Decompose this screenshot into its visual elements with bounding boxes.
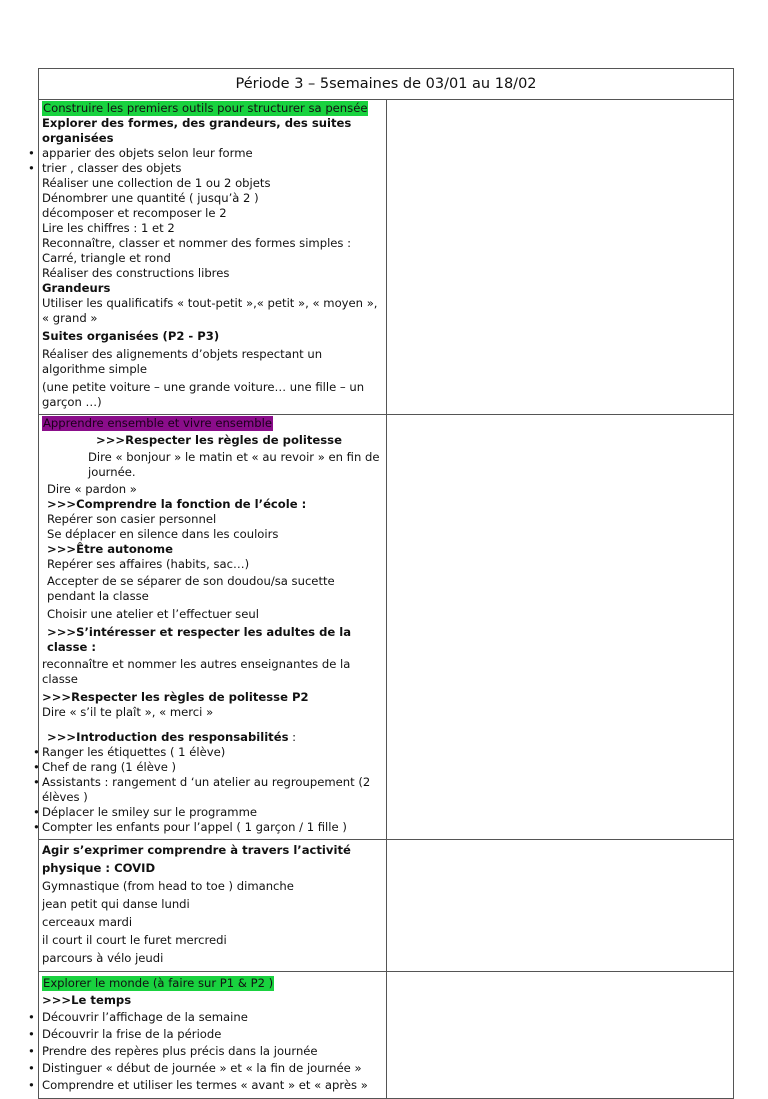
section-activite-physique xyxy=(39,840,734,972)
text-line: il court il court le furet mercredi xyxy=(42,933,227,947)
section-heading: Apprendre ensemble et vivre ensemble xyxy=(43,416,272,430)
text-line: cerceaux mardi xyxy=(42,915,133,929)
bullet-list xyxy=(42,146,383,176)
section-vivre-ensemble xyxy=(39,415,734,840)
colon: : xyxy=(288,730,297,744)
section-structurer-content xyxy=(39,100,387,415)
list-item: • Distinguer « début de journée » et « la fin de journée » xyxy=(42,1060,383,1077)
notes-cell xyxy=(386,415,734,840)
subheading: >>>Le temps xyxy=(42,993,132,1007)
list-item: • Compter les enfants pour l’appel ( 1 garçon / 1 fille ) xyxy=(42,820,383,835)
subheading: >>>Être autonome xyxy=(47,542,173,556)
text-line: Utiliser les qualificatifs « tout-petit »,« petit », « moyen », « grand » xyxy=(42,296,378,325)
text-line: parcours à vélo jeudi xyxy=(42,951,164,965)
section-vivre-ensemble-content xyxy=(39,415,387,840)
text-line: Choisir une atelier et l’effectuer seul xyxy=(47,607,259,621)
list-item: • Découvrir l’affichage de la semaine xyxy=(42,1009,383,1026)
text-line: Repérer ses affaires (habits, sac…) xyxy=(47,557,250,571)
list-item: • Déplacer le smiley sur le programme xyxy=(42,805,383,820)
text-line: Accepter de se séparer de son doudou/sa sucette pendant la classe xyxy=(47,574,335,603)
text-line: Dire « bonjour » le matin et « au revoir » en fin de journée. xyxy=(88,450,380,479)
notes-cell xyxy=(386,972,734,1099)
bullet-list xyxy=(42,1009,383,1094)
section-structurer xyxy=(39,100,734,415)
text-line: Dire « s’il te plaît », « merci » xyxy=(42,705,214,719)
subheading: >>>Comprendre la fonction de l’école : xyxy=(47,497,307,511)
list-item: • Assistants : rangement d ‘un atelier au regroupement (2 élèves ) xyxy=(42,775,383,805)
subheading: Explorer des formes, des grandeurs, des suites organisées xyxy=(42,116,352,145)
list-item: • trier , classer des objets xyxy=(42,161,383,176)
text-line: décomposer et recomposer le 2 xyxy=(42,206,227,220)
subheading: >>>S’intéresser et respecter les adultes de la classe : xyxy=(47,625,352,654)
text-line: Réaliser des constructions libres xyxy=(42,266,230,280)
title-row xyxy=(39,69,734,100)
section-explorer-monde xyxy=(39,972,734,1099)
subheading: >>>Respecter les règles de politesse P2 xyxy=(42,690,309,704)
text-line: Reconnaître, classer et nommer des formes simples : Carré, triangle et rond xyxy=(42,236,352,265)
text-line: Dénombrer une quantité ( jusqu’à 2 ) xyxy=(42,191,259,205)
list-item: • apparier des objets selon leur forme xyxy=(42,146,383,161)
section-heading: Construire les premiers outils pour structurer sa pensée xyxy=(43,101,368,115)
text-line: jean petit qui danse lundi xyxy=(42,897,190,911)
section-heading: Explorer le monde (à faire sur P1 & P2 ) xyxy=(43,976,274,990)
text-line: reconnaître et nommer les autres enseignantes de la classe xyxy=(42,657,351,686)
text-line: Repérer son casier personnel xyxy=(47,512,217,526)
section-heading: Agir s’exprimer comprendre à travers l’activité physique : COVID xyxy=(42,843,351,875)
subheading: >>>Respecter les règles de politesse xyxy=(96,433,342,447)
subheading-responsabilites xyxy=(42,730,383,745)
text-line: Réaliser des alignements d’objets respectant un algorithme simple xyxy=(42,347,323,376)
list-item: • Ranger les étiquettes ( 1 élève) xyxy=(42,745,383,760)
subheading-suites: Suites organisées (P2 - P3) xyxy=(42,329,220,343)
list-item: • Prendre des repères plus précis dans la journée xyxy=(42,1043,383,1060)
text-line: Gymnastique (from head to toe ) dimanche xyxy=(42,879,294,893)
text-line: Dire « pardon » xyxy=(47,482,137,496)
notes-cell xyxy=(386,100,734,415)
notes-cell xyxy=(386,840,734,972)
subheading-grandeurs: Grandeurs xyxy=(42,281,111,295)
list-item: • Comprendre et utiliser les termes « avant » et « après » xyxy=(42,1077,383,1094)
subheading: >>>Introduction des responsabilités xyxy=(47,730,289,744)
section-explorer-monde-content xyxy=(39,972,387,1099)
document-page xyxy=(38,68,734,1099)
list-item: • Découvrir la frise de la période xyxy=(42,1026,383,1043)
page-title: Période 3 – 5semaines de 03/01 au 18/02 xyxy=(39,69,734,100)
list-item: • Chef de rang (1 élève ) xyxy=(42,760,383,775)
bullet-list xyxy=(42,745,383,835)
section-activite-physique-content xyxy=(39,840,387,972)
text-line: Lire les chiffres : 1 et 2 xyxy=(42,221,175,235)
text-line: (une petite voiture – une grande voiture… une fille – un garçon …) xyxy=(42,380,365,409)
text-line: Se déplacer en silence dans les couloirs xyxy=(47,527,279,541)
planning-table xyxy=(38,68,734,1099)
text-line: Réaliser une collection de 1 ou 2 objets xyxy=(42,176,271,190)
